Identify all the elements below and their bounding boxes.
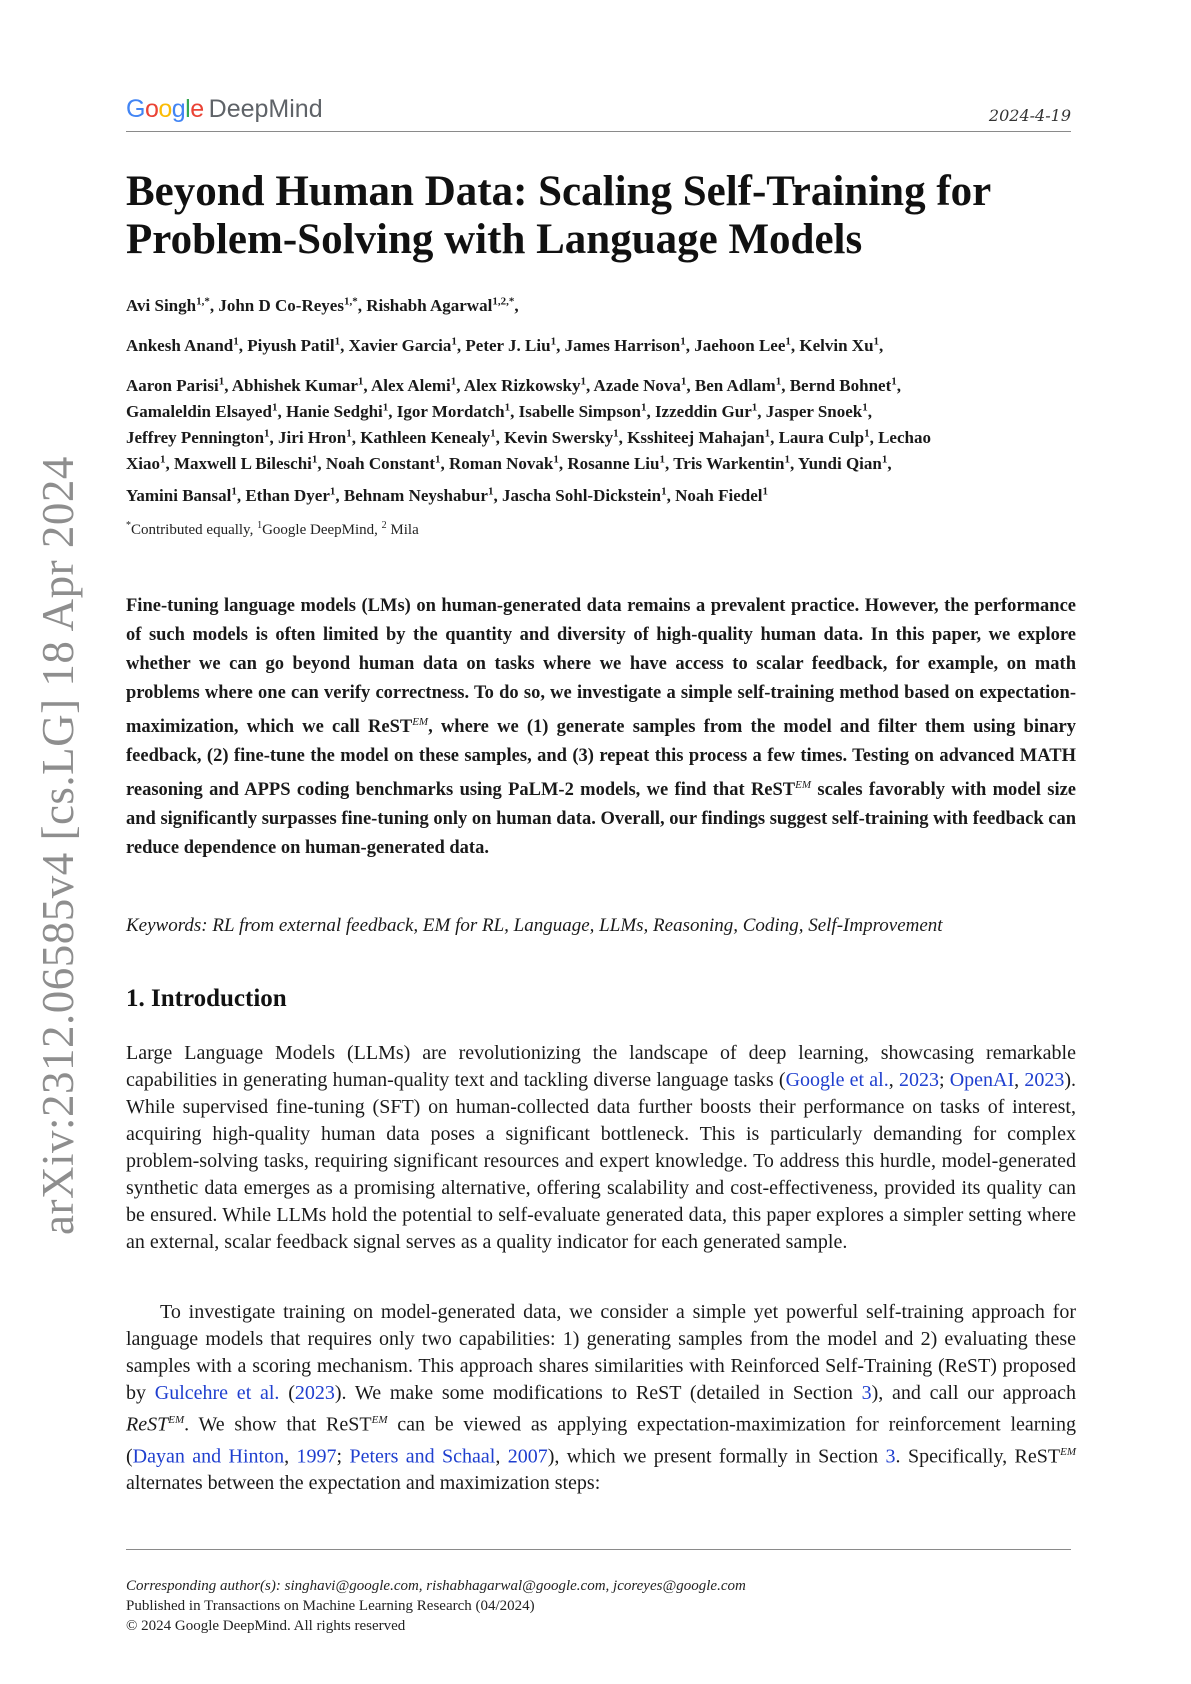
google-wordmark: Google — [126, 95, 204, 123]
corresponding-authors: Corresponding author(s): singhavi@google.com, rishabhagarwal@google.com, jcoreyes@google.com — [126, 1578, 746, 1594]
google-deepmind-logo — [126, 94, 323, 124]
author-name: Abhishek Kumar — [231, 376, 358, 395]
citation-link[interactable]: OpenAI — [949, 1069, 1015, 1091]
deepmind-wordmark: DeepMind — [208, 95, 323, 123]
author-name: Rosanne Liu — [567, 454, 660, 473]
author-name: Aaron Parisi — [126, 376, 219, 395]
author-name: Yundi Qian — [797, 454, 882, 473]
author-name: Izzeddin Gur — [654, 402, 752, 421]
title-line-1: Beyond Human Data: Scaling Self-Training for — [126, 168, 992, 215]
author-name: Noah Fiedel — [675, 486, 763, 505]
author-name: Maxwell L Bileschi — [174, 454, 312, 473]
author-affil: 1,2,* — [492, 295, 515, 308]
paper-date: 2024-4-19 — [988, 106, 1071, 125]
author-name: Alex Alemi — [370, 376, 451, 395]
author-name: Avi Singh — [126, 296, 197, 315]
intro-paragraph-1: Large Language Models (LLMs) are revolutionizing the landscape of deep learning, showcasing remarkable capabilities in generating human-quality text and tackling diverse language tasks (Google et al., 2023; OpenAI, 2023). While supervised fine-tuning (SFT) on human-collected data further boosts their performance on tasks of interest, acquiring high-quality human data poses a significant bottleneck. This is particularly demanding for complex problem-solving tasks, requiring significant resources and expert knowledge. To address this hurdle, model-generated synthetic data emerges as a promising alternative, offering scalability and cost-effectiveness, provided its quality can be ensured. While LLMs hold the potential to self-evaluate generated data, this paper explores a simpler setting where an external, scalar feedback signal serves as a quality indicator for each generated sample. — [126, 1042, 1077, 1253]
author-name: Tris Warkentin — [673, 454, 785, 473]
author-name: Xiao — [126, 454, 160, 473]
author-name: Ankesh Anand — [126, 336, 234, 355]
author-name: Alex Rizkowsky — [463, 376, 581, 395]
keywords: Keywords: RL from external feedback, EM for RL, Language, LLMs, Reasoning, Coding, Self-Improvement — [126, 915, 943, 936]
author-name: Kelvin Xu — [799, 336, 874, 355]
author-name: Laura Culp — [778, 428, 865, 447]
citation-link[interactable]: Peters and Schaal — [349, 1445, 496, 1468]
author-list — [126, 293, 1076, 509]
author-name: Ethan Dyer — [245, 486, 330, 505]
citation-link[interactable]: 2023 — [294, 1382, 335, 1404]
author-affil: 1,* — [196, 295, 210, 308]
author-name: Kathleen Kenealy — [360, 428, 491, 447]
author-name: Xavier Garcia — [348, 336, 452, 355]
author-name: Jiri Hron — [278, 428, 347, 447]
abstract: Fine-tuning language models (LMs) on human-generated data remains a prevalent practice. However, the performance of such models is often limited by the quantity and diversity of high-quality human data. In this paper, we explore whether we can go beyond human data on tasks where we have access to scalar feedback, for example, on math problems where one can verify correctness. To do so, we investigate a simple self-training method based on expectation-maximization, which we call ReST$^{EM}$, where we (1) generate samples from the model and filter them using binary feedback, (2) fine-tune the model on these samples, and (3) repeat this process a few times. Testing on advanced MATH reasoning and APPS coding benchmarks using PaLM-2 models, we find that ReST$^{EM}$ scales favorably with model size and significantly surpasses fine-tuning only on human data. Overall, our findings suggest self-training with feedback can reduce dependence on human-generated data. — [126, 596, 1076, 859]
author-name: Isabelle Simpson — [518, 402, 641, 421]
author-name: Ben Adlam — [694, 376, 776, 395]
author-name: Lechao — [878, 428, 931, 447]
publication-note: Published in Transactions on Machine Learning Research (04/2024) — [126, 1598, 535, 1614]
arxiv-stamp: arXiv:2312.06585v4 [cs.LG] 18 Apr 2024 — [33, 456, 83, 1235]
author-line: Aaron Parisi$^1$, Abhishek Kumar$^1$, Alex Alemi$^1$, Alex Rizkowsky$^1$, Azade Nova$^1$, Ben Adlam$^1$, Bernd Bohnet$^1$, — [126, 375, 901, 395]
author-name: John D Co-Reyes — [218, 296, 344, 315]
author-line: Yamini Bansal$^1$, Ethan Dyer$^1$, Behnam Neyshabur$^1$, Jascha Sohl-Dickstein$^1$, Noah Fiedel$^1$ — [126, 485, 768, 505]
author-name: Jasper Snoek — [765, 402, 863, 421]
author-name: Jaehoon Lee — [694, 336, 786, 355]
citation-link[interactable]: 2023 — [1024, 1069, 1065, 1091]
author-name: Hanie Sedghi — [285, 402, 383, 421]
citation-link[interactable]: Dayan and Hinton — [132, 1445, 285, 1468]
title-line-2: Problem-Solving with Language Models — [126, 216, 863, 263]
section-ref-link[interactable]: 3 — [885, 1445, 896, 1468]
author-line: Ankesh Anand$^1$, Piyush Patil$^1$, Xavier Garcia$^1$, Peter J. Liu$^1$, James Harrison$^1$, Jaehoon Lee$^1$, Kelvin Xu$^1$, — [126, 335, 884, 355]
author-name: Behnam Neyshabur — [343, 486, 488, 505]
author-name: Gamaleldin Elsayed — [126, 402, 272, 421]
affiliations: *Contributed equally, $^1$Google DeepMind, $^2$ Mila — [126, 520, 419, 538]
author-name: James Harrison — [564, 336, 681, 355]
citation-link[interactable]: 1997 — [296, 1445, 337, 1468]
paper-title — [126, 168, 1076, 264]
author-name: Jeffrey Pennington — [126, 428, 265, 447]
author-line: Avi Singh$^{1,*}$, John D Co-Reyes$^{1,*}$, Rishabh Agarwal$^{1,2,*}$, — [126, 295, 519, 315]
author-line: Xiao$^1$, Maxwell L Bileschi$^1$, Noah Constant$^1$, Roman Novak$^1$, Rosanne Liu$^1$, Tris Warkentin$^1$, Yundi Qian$^1$, — [126, 453, 892, 473]
author-name: Ksshiteej Mahajan — [627, 428, 765, 447]
header-rule — [126, 131, 1071, 132]
author-name: Igor Mordatch — [396, 402, 505, 421]
author-name: Piyush Patil — [247, 336, 335, 355]
citation-link[interactable]: 2007 — [507, 1445, 548, 1468]
author-name: Azade Nova — [593, 376, 681, 395]
citation-link[interactable]: 2023 — [898, 1069, 939, 1091]
author-name: Bernd Bohnet — [789, 376, 892, 395]
author-name: Kevin Swersky — [504, 428, 614, 447]
author-affil: 1,* — [343, 295, 358, 308]
author-line: Jeffrey Pennington$^1$, Jiri Hron$^1$, Kathleen Kenealy$^1$, Kevin Swersky$^1$, Ksshiteej Mahajan$^1$, Laura Culp$^1$, Lechao — [126, 427, 931, 447]
author-name: Yamini Bansal — [126, 486, 232, 505]
copyright: © 2024 Google DeepMind. All rights reserved — [126, 1618, 406, 1634]
author-name: Roman Novak — [449, 454, 554, 473]
author-line: Gamaleldin Elsayed$^1$, Hanie Sedghi$^1$, Igor Mordatch$^1$, Isabelle Simpson$^1$, Izzeddin Gur$^1$, Jasper Snoek$^1$, — [126, 401, 873, 421]
author-name: Rishabh Agarwal — [366, 296, 493, 315]
section-ref-link[interactable]: 3 — [861, 1382, 872, 1404]
footer-rule — [126, 1549, 1071, 1550]
citation-link[interactable]: Gulcehre et al. — [154, 1382, 280, 1404]
author-name: Peter J. Liu — [465, 336, 551, 355]
intro-paragraph-2: To investigate training on model-generated data, we consider a simple yet powerful self-training approach for language models that requires only two capabilities: 1) generating samples from the model and 2) evaluating these samples with a scoring mechanism. This approach shares similarities with Reinforced Self-Training (ReST) proposed by Gulcehre et al. (2023). We make some modifications to ReST (detailed in Section 3), and call our approach ReST$^{EM}$. We show that ReST$^{EM}$ can be viewed as applying expectation-maximization for reinforcement learning (Dayan and Hinton, 1997; Peters and Schaal, 2007), which we present formally in Section 3. Specifically, ReST$^{EM}$ alternates between the expectation and maximization steps: — [126, 1301, 1077, 1495]
section-heading-introduction: 1. Introduction — [126, 985, 287, 1012]
citation-link[interactable]: Google et al. — [785, 1069, 889, 1091]
author-name: Jascha Sohl-Dickstein — [501, 486, 662, 505]
footer — [126, 1576, 746, 1636]
author-name: Noah Constant — [325, 454, 435, 473]
